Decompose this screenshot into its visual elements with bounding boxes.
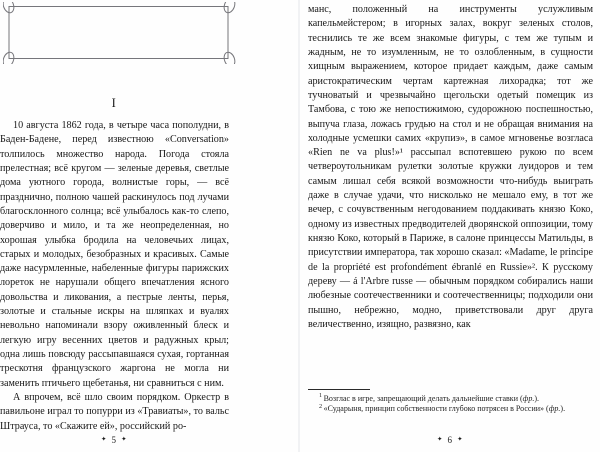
folio-ornament-icon: ✦ <box>121 436 128 443</box>
right-page-body-text <box>308 3 593 332</box>
chapter-number: I <box>111 96 117 110</box>
footnote-tail: ). <box>560 404 566 414</box>
folio-ornament-icon: ✦ <box>101 436 108 443</box>
footnote-marker: 2 <box>319 402 323 410</box>
footnote-block <box>308 389 593 415</box>
footnote-text: Возглас в игре, запрещающий делать дальнейшие ставки ( <box>323 394 523 403</box>
right-page <box>300 0 600 452</box>
footnote-tail: ). <box>534 394 539 403</box>
folio-ornament-icon: ✦ <box>437 436 444 443</box>
footnote-language: фр. <box>548 404 561 414</box>
page-number: 5 <box>111 435 118 445</box>
paragraph: А впрочем, всё шло своим порядком. Оркестр в павильоне играл то попурри из «Травиаты», то вальс Штрауса, то «Скажите ей», российский ро- <box>0 391 229 432</box>
footnote-item <box>308 394 593 404</box>
footnote-text: «Сударыня, принцип собственности глубоко потрясен в России» ( <box>323 404 549 414</box>
footnote-item <box>308 404 593 414</box>
paragraph: 10 августа 1862 года, в четыре часа пополудни, в Баден-Бадене, перед известною «Conversation» толпилось множество народа. Погода стояла прелестная; всё кругом — зеленые деревья, светлые дома уютного города, волнистые горы, — всё празднично, полною чашей раскинулось под лучами благосклонного солнца; всё улыбалось как-то слепо, доверчиво и мило, и та же неопределенная, но хорошая улыбка бродила на человечьих лицах, старых и молодых, безобразных и красивых. Самые даже насурмленные, набеленные фигуры парижских лореток не нарушали общего впечатления ясного довольства и ликования, а пестрые ленты, перья, золотые и стальные искры на шляпках и вуалях невольно напоминали взору оживленный блеск и легкую игру весенних цветов и радужных крыл; одна лишь повсюду рассыпавшаяся сухая, гортанная трескотня французского жаргона не могла ни заменить птичьего щебетанья, ни сравниться с ним. <box>0 120 229 389</box>
left-page-body-text <box>0 119 229 434</box>
folio-right <box>308 435 593 445</box>
footnote-marker: 1 <box>319 392 323 400</box>
paragraph: манс, положенный на инструменты услужливым капельмейстером; в игорных залах, вокруг зеленых столов, теснились те же всем знакомые фигуры, с тем же тупым и жадным, не то изумленным, не то озлобленным, в сущности хищным выражением, которое придает каждым, даже самым аристократическим чертам картежная лихорадка; тот же тучноватый и чрезвычайно щегольски одетый помещик из Тамбова, с тою же непостижимою, судорожною поспешностью, выпуча глаза, ложась грудью на стол и не обращая внимания на холодные усмешки самих «крупиэ», в самое мгновенье возгласа «Rien ne va plus!»¹ рассыпал вспотевшею рукою по всем четвероутольникам рулетки золотые кружки луидоров и тем самым лишал себя всякой возможности что-нибудь выиграть даже в случае удачи, что нисколько не мешало ему, в тот же вечер, с сочувственным негодованием поддакивать князю Коко, одному из известных предводителей дворянской оппозиции, тому князю Коко, который в Париже, в салоне принцессы Матильды, в присутствии императора, так хорошо сказал: «Madame, le principe de la propriété est profondément ébranlé en Russie»². К русскому дереву — á l'Arbre russe — обычным порядком собирались наши любезные соотечественники и соотечественницы; подходили они пышно, небрежно, модно, приветствовали друг друга величественно, изящно, развязно, как <box>308 4 593 330</box>
folio-left <box>0 435 229 445</box>
footnote-language: фр. <box>522 394 535 403</box>
folio-ornament-icon: ✦ <box>457 436 464 443</box>
decorative-frame-ornament <box>3 2 243 64</box>
page-number: 6 <box>447 435 454 445</box>
footnote-separator-rule <box>308 389 370 390</box>
